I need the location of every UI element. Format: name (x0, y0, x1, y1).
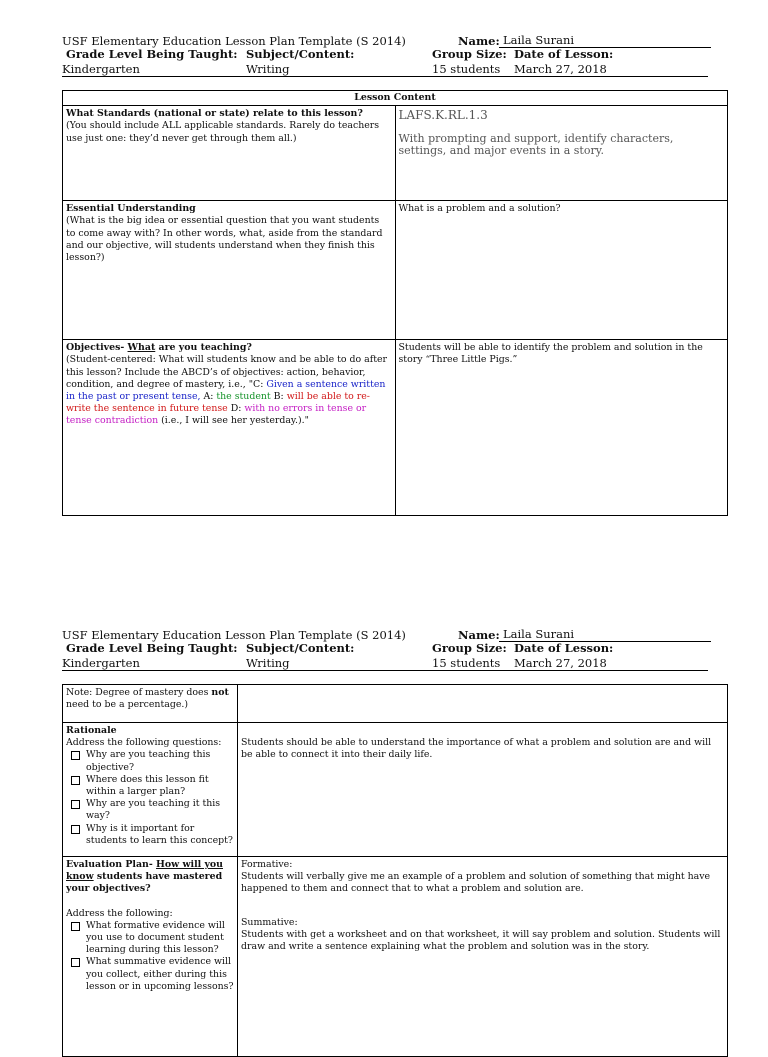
condition-text: Given a sentence written in the past or present tense, (66, 378, 386, 403)
subject-label: Subject/Content: (246, 641, 355, 655)
rationale-intro: Address the following questions: (66, 737, 222, 749)
spacer (66, 896, 234, 908)
template-title: USF Elementary Education Lesson Plan Template (S 2014) (62, 34, 406, 48)
header-rule (62, 76, 708, 77)
grade-label: Grade Level Being Taught: (66, 641, 238, 655)
standards-note: (You should include ALL applicable standards. Rarely do teachers use just one: they’d never get through them all.) (66, 120, 380, 144)
checklist-item (66, 920, 234, 957)
mastery-note-a: Note: Degree of mastery does (66, 687, 212, 698)
mastery-note-answer (238, 685, 728, 723)
rationale-answer-text: Students should be able to understand the importance of what a problem and solution are and will be able to connect it into their daily life. (241, 737, 712, 761)
header-rule (62, 670, 708, 671)
objectives-answer: Students will be able to identify the problem and solution in the story “Three Little Pigs.” (395, 340, 728, 516)
mastery-note-not: not (211, 687, 229, 698)
checklist-text: Why are you teaching this objective? (86, 749, 211, 773)
action-label: A: (200, 391, 217, 403)
lesson-plan-table-2 (62, 684, 728, 1057)
subject-label: Subject/Content: (246, 47, 355, 61)
checklist-text: Where does this lesson fit within a larger plan? (86, 773, 209, 798)
rationale-cell (63, 723, 238, 857)
standards-answer-cell (395, 106, 728, 201)
name-value: Laila Surani (499, 34, 711, 48)
summative-label: Summative: (241, 916, 298, 928)
essential-cell (63, 201, 396, 340)
objectives-heading-a: Objectives- (66, 342, 128, 354)
evaluation-heading-a: Evaluation Plan- (66, 859, 157, 870)
date-label: Date of Lesson: (514, 641, 614, 655)
checklist-item (66, 823, 234, 847)
standard-text: With prompting and support, identify characters, settings, and major events in a story. (398, 132, 674, 158)
standards-cell (63, 106, 396, 201)
lesson-content-heading: Lesson Content (63, 91, 728, 106)
objectives-heading-b: are you teaching? (155, 342, 252, 354)
formative-label: Formative: (241, 859, 293, 870)
template-title: USF Elementary Education Lesson Plan Template (S 2014) (62, 628, 406, 642)
objectives-note (66, 354, 392, 427)
subject-value: Writing (246, 656, 290, 670)
degree-label: D: (227, 403, 245, 415)
evaluation-heading-how: How will you know (66, 859, 223, 883)
checklist-text: Why are you teaching it this way? (86, 798, 221, 822)
essential-heading: Essential Understanding (66, 203, 196, 215)
rationale-heading: Rationale (66, 725, 117, 736)
checkbox-icon (71, 776, 80, 785)
evaluation-heading (66, 859, 223, 894)
checklist-text: Why is it important for students to learn this concept? (86, 822, 233, 846)
checkbox-icon (71, 958, 80, 967)
name-value: Laila Surani (499, 628, 711, 642)
essential-answer: What is a problem and a solution? (395, 201, 728, 340)
summative-text: Students with get a worksheet and on that worksheet, it will say problem and solution. Students will draw and write a sentence explaining what the problem and solution was in the story. (241, 928, 721, 953)
date-label: Date of Lesson: (514, 47, 614, 61)
rationale-checklist (66, 749, 234, 847)
evaluation-checklist (66, 920, 234, 993)
objectives-cell (63, 340, 396, 516)
name-label: Name: (458, 628, 500, 642)
grade-value: Kindergarten (62, 62, 140, 76)
mastery-note-cell (63, 685, 238, 723)
checklist-text: What summative evidence will you collect, either during this lesson or in upcoming lessons? (86, 956, 234, 992)
formative-text: Students will verbally give me an example of a problem and solution of something that might have happened to them and connect that to what a problem and solution are. (241, 871, 711, 895)
evaluation-intro: Address the following: (66, 907, 173, 919)
group-size-value: 15 students (432, 62, 501, 76)
mastery-note-b: need to be a percentage.) (66, 699, 189, 711)
date-value: March 27, 2018 (514, 656, 607, 670)
checklist-item (66, 749, 234, 773)
grade-label: Grade Level Being Taught: (66, 47, 238, 61)
checkbox-icon (71, 922, 80, 931)
checklist-text: What formative evidence will you use to document student learning during this lesson? (86, 919, 225, 956)
spacer (241, 896, 724, 917)
objectives-heading-what: What (127, 342, 156, 354)
objectives-heading (66, 342, 252, 353)
checklist-item (66, 956, 234, 993)
degree-text: with no errors in tense or tense contradiction (66, 403, 367, 427)
evaluation-answer-cell (238, 857, 728, 1057)
lesson-content-table (62, 90, 728, 516)
checkbox-icon (71, 825, 80, 834)
evaluation-heading-b: students have mastered your objectives? (66, 871, 223, 895)
group-size-label: Group Size: (432, 641, 507, 655)
standard-code: LAFS.K.RL.1.3 (398, 108, 488, 123)
essential-note: (What is the big idea or essential question that you want students to come away with? In other words, what, aside from the standard and our objective, will students understand when they finish this lesson?) (66, 215, 383, 264)
standards-heading: What Standards (national or state) relate to this lesson? (66, 108, 363, 120)
subject-value: Writing (246, 62, 290, 76)
objectives-note-text: (Student-centered: What will students know and be able to do after this lesson? Include the ABCD’s of objectives: action, behavior, condition, and degree of mastery, i.e., "C: (66, 354, 387, 390)
objectives-tail: (i.e., I will see her yesterday.)." (158, 415, 309, 427)
group-size-label: Group Size: (432, 47, 507, 61)
grade-value: Kindergarten (62, 656, 140, 670)
rationale-answer (238, 723, 728, 857)
evaluation-cell (63, 857, 238, 1057)
checklist-item (66, 798, 234, 822)
checklist-item (66, 774, 234, 798)
name-label: Name: (458, 34, 500, 48)
date-value: March 27, 2018 (514, 62, 607, 76)
checkbox-icon (71, 751, 80, 760)
checkbox-icon (71, 800, 80, 809)
behavior-label: B: (270, 391, 287, 403)
group-size-value: 15 students (432, 656, 501, 670)
action-text: the student (216, 391, 271, 403)
behavior-text: will be able to re-write the sentence in future tense (66, 391, 370, 415)
